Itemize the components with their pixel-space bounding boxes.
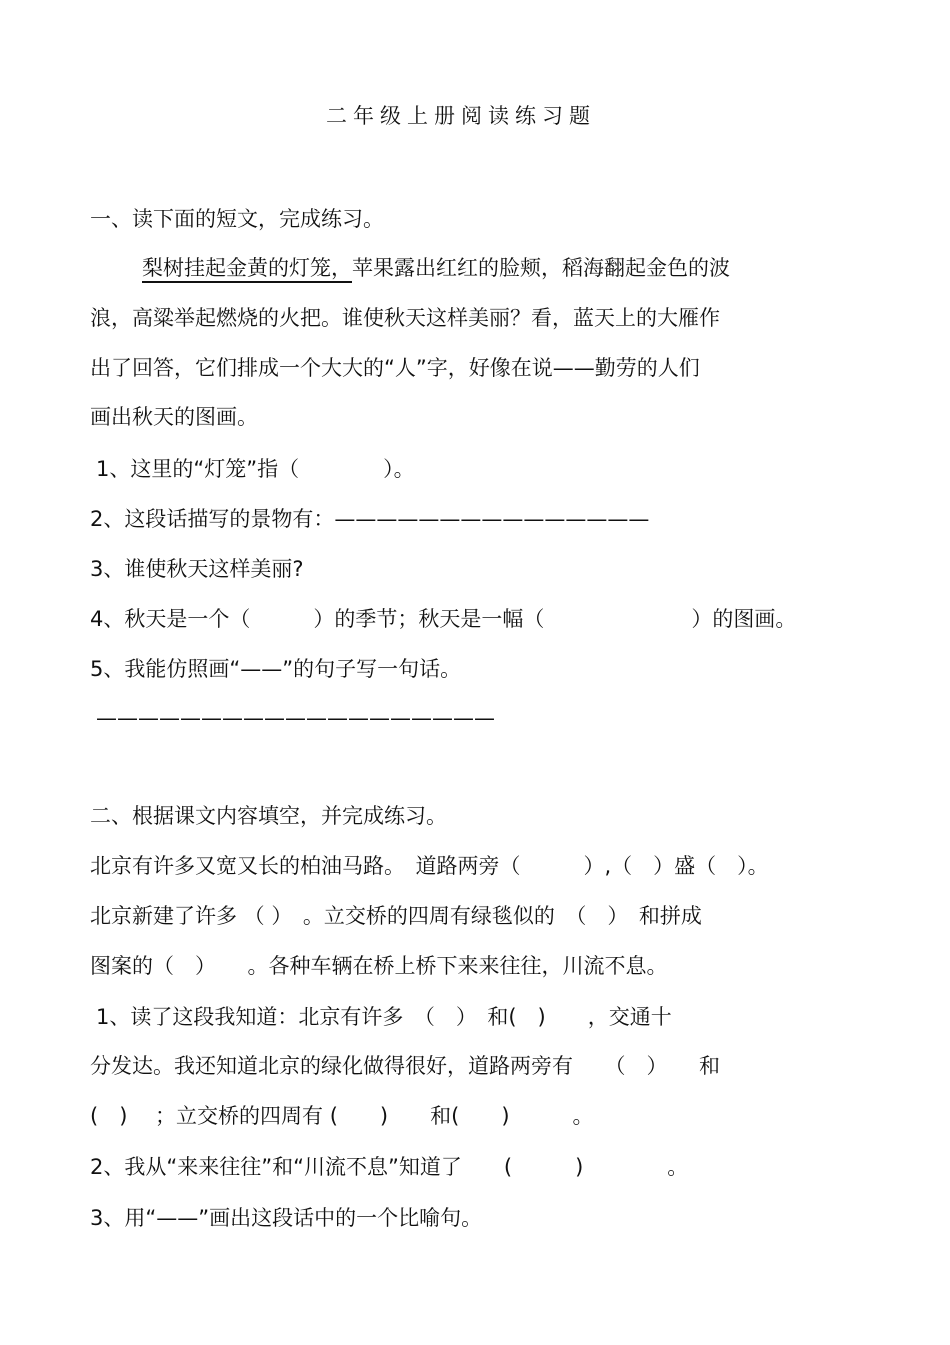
section1-heading: 一、读下面的短文，完成练习。 <box>90 207 384 231</box>
section2-paragraph-line-1: 北京有许多又宽又长的柏油马路。 道路两旁（ ）,（ ）盛（ ）。 <box>90 854 769 878</box>
question-1-5: 5、我能仿照画“——”的句子写一句话。 <box>90 657 462 681</box>
answer-line: ——————————————————— <box>96 706 495 730</box>
passage-line-1-rest: 苹果露出红红的脸颊，稻海翻起金色的波 <box>352 256 730 280</box>
question-2-2: 2、我从“来来往往”和“川流不息”知道了 ( ) 。 <box>90 1155 689 1179</box>
underlined-sentence: 梨树挂起金黄的灯笼， <box>142 256 352 283</box>
passage-line-1 <box>142 256 730 280</box>
question-1-2: 2、这段话描写的景物有：——————————————— <box>90 507 650 531</box>
section2-paragraph-line-3: 图案的（ ） 。各种车辆在桥上桥下来来往往，川流不息。 <box>90 954 668 978</box>
question-2-1-line-2: 分发达。我还知道北京的绿化做得很好，道路两旁有 （ ） 和 <box>90 1054 720 1078</box>
section2-heading: 二、根据课文内容填空，并完成练习。 <box>90 804 447 828</box>
question-2-3: 3、用“——”画出这段话中的一个比喻句。 <box>90 1206 483 1230</box>
passage-line-4: 画出秋天的图画。 <box>90 405 258 429</box>
question-2-1-line-3: ( ) ；立交桥的四周有 ( ) 和( ) 。 <box>90 1104 594 1128</box>
section2-paragraph-line-2: 北京新建了许多 （ ） 。立交桥的四周有绿毯似的 （ ） 和拼成 <box>90 904 702 928</box>
passage-line-3: 出了回答，它们排成一个大大的“人”字，好像在说——勤劳的人们 <box>90 356 700 380</box>
passage-line-2: 浪，高粱举起燃烧的火把。谁使秋天这样美丽？看，蓝天上的大雁作 <box>90 306 720 330</box>
question-1-3: 3、谁使秋天这样美丽? <box>90 557 304 581</box>
question-1-1: 1、这里的“灯笼”指（ ）。 <box>96 457 415 481</box>
question-1-4: 4、秋天是一个（ ）的季节；秋天是一幅（ ）的图画。 <box>90 607 797 631</box>
question-2-1-line-1: 1、读了这段我知道：北京有许多 （ ） 和( ) ，交通十 <box>96 1005 672 1029</box>
page-title: 二年级上册阅读练习题 <box>326 104 596 128</box>
